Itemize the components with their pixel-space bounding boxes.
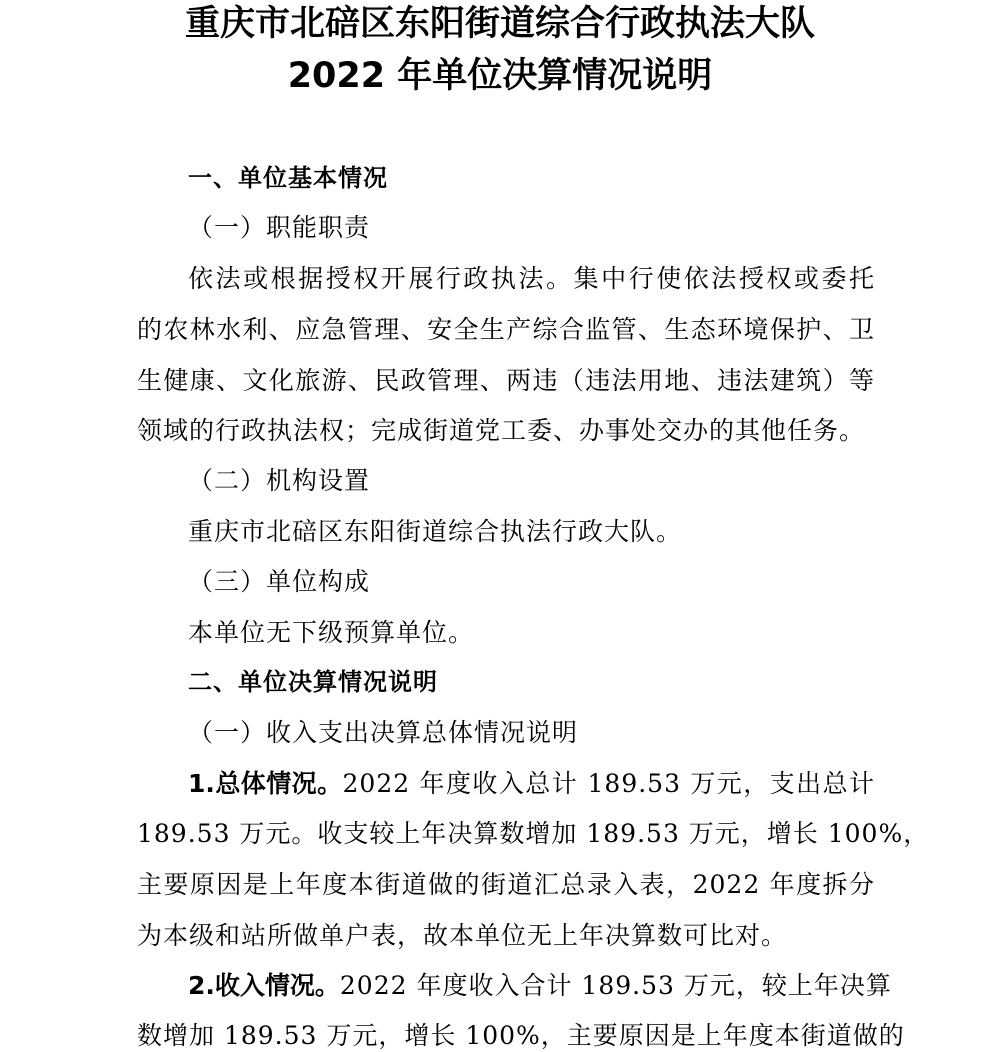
paragraph-line: 189.53 万元。收支较上年决算数增加 189.53 万元，增长 100%，: [137, 819, 930, 848]
paragraph-line: 本单位无下级预算单位。: [188, 618, 475, 647]
paragraph-line: 领域的行政执法权；完成街道党工委、办事处交办的其他任务。: [137, 416, 866, 445]
subsection-heading-organization: （二）机构设置: [188, 466, 371, 495]
section-heading-basic-info: 一、单位基本情况: [188, 164, 388, 192]
paragraph-line: [188, 971, 892, 1001]
paragraph-line: 重庆市北碚区东阳街道综合执法行政大队。: [188, 517, 683, 546]
subsection-heading-functions: （一）职能职责: [188, 213, 371, 242]
subsection-heading-composition: （三）单位构成: [188, 567, 371, 596]
paragraph-line: [188, 769, 875, 799]
document-title-line1: 重庆市北碚区东阳街道综合行政执法大队: [184, 4, 815, 44]
document-title-line2: 2022 年单位决算情况说明: [287, 56, 713, 96]
paragraph-line: 主要原因是上年度本街道做的街道汇总录入表，2022 年度拆分: [137, 870, 875, 899]
item-label-overall: 1.总体情况。: [188, 769, 343, 798]
paragraph-line: 为本级和站所做单户表，故本单位无上年决算数可比对。: [137, 921, 788, 950]
paragraph-line: 生健康、文化旅游、民政管理、两违（违法用地、违法建筑）等: [137, 366, 875, 395]
item-text: 2022 年度收入合计 189.53 万元，较上年决算: [339, 971, 892, 1000]
paragraph-line: 依法或根据授权开展行政执法。集中行使依法授权或委托: [188, 264, 875, 293]
item-label-income: 2.收入情况。: [188, 971, 340, 1000]
item-text: 2022 年度收入总计 189.53 万元，支出总计: [342, 769, 875, 798]
subsection-heading-income-expenditure: （一）收入支出决算总体情况说明: [188, 718, 579, 747]
paragraph-line: 数增加 189.53 万元，增长 100%，主要原因是上年度本街道做的: [137, 1021, 905, 1050]
paragraph-line: 的农林水利、应急管理、安全生产综合监管、生态环境保护、卫: [137, 315, 875, 344]
section-heading-final-accounts: 二、单位决算情况说明: [188, 668, 438, 696]
